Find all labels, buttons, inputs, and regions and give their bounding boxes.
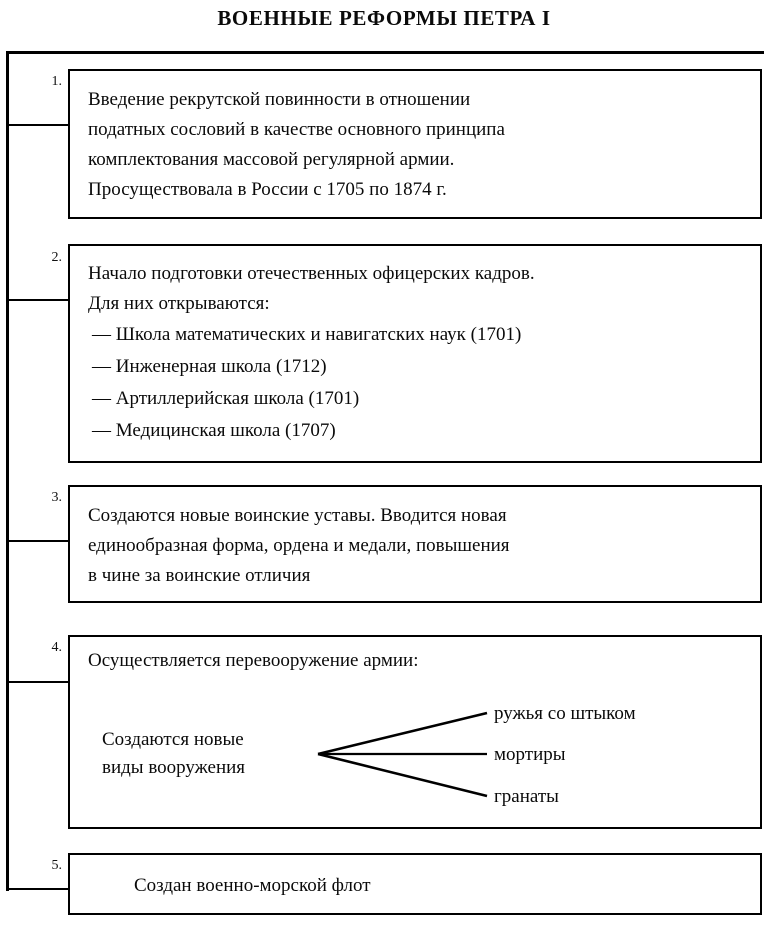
reform-box-5-line-1: Создан военно-морской флот <box>134 875 371 896</box>
reform-box-3-line-2: единообразная форма, ордена и медали, повышения <box>88 535 510 556</box>
block-number-3: 3. <box>51 490 62 505</box>
block-number-5: 5. <box>51 858 62 873</box>
reform-box-2-line-1: Начало подготовки отечественных офицерских кадров. <box>88 263 535 284</box>
block-number-4: 4. <box>51 640 62 655</box>
reform-box-2-school-2: — Инженерная школа (1712) <box>92 356 327 377</box>
branch-item-3: гранаты <box>494 786 559 807</box>
reform-box-1-line-4: Просуществовала в России с 1705 по 1874 г. <box>88 179 447 200</box>
reform-box-2-school-3: — Артиллерийская школа (1701) <box>92 388 360 409</box>
branch-source-line-1: Создаются новые <box>102 729 244 750</box>
branch-source-line-2: виды вооружения <box>102 757 246 778</box>
reform-box-2-line-2: Для них открываются: <box>88 293 270 314</box>
reform-box-2-school-4: — Медицинская школа (1707) <box>92 420 336 441</box>
block-number-2: 2. <box>51 250 62 265</box>
page-title: ВОЕННЫЕ РЕФОРМЫ ПЕТРА I <box>217 6 551 30</box>
block-number-1: 1. <box>51 74 62 89</box>
branch-item-2: мортиры <box>494 744 566 765</box>
reform-box-2-school-1: — Школа математических и навигатских наук (1701) <box>92 324 522 345</box>
branch-item-1: ружья со штыком <box>494 703 636 724</box>
reform-box-1-line-1: Введение рекрутской повинности в отношении <box>88 89 471 110</box>
reform-box-1-line-2: податных сословий в качестве основного принципа <box>88 119 505 140</box>
reform-box-3-line-3: в чине за воинские отличия <box>88 565 311 586</box>
reform-box-1-line-3: комплектования массовой регулярной армии. <box>88 149 455 170</box>
reform-box-3-line-1: Создаются новые воинские уставы. Вводится новая <box>88 505 507 526</box>
reform-box-4-heading: Осуществляется перевооружение армии: <box>88 650 419 671</box>
